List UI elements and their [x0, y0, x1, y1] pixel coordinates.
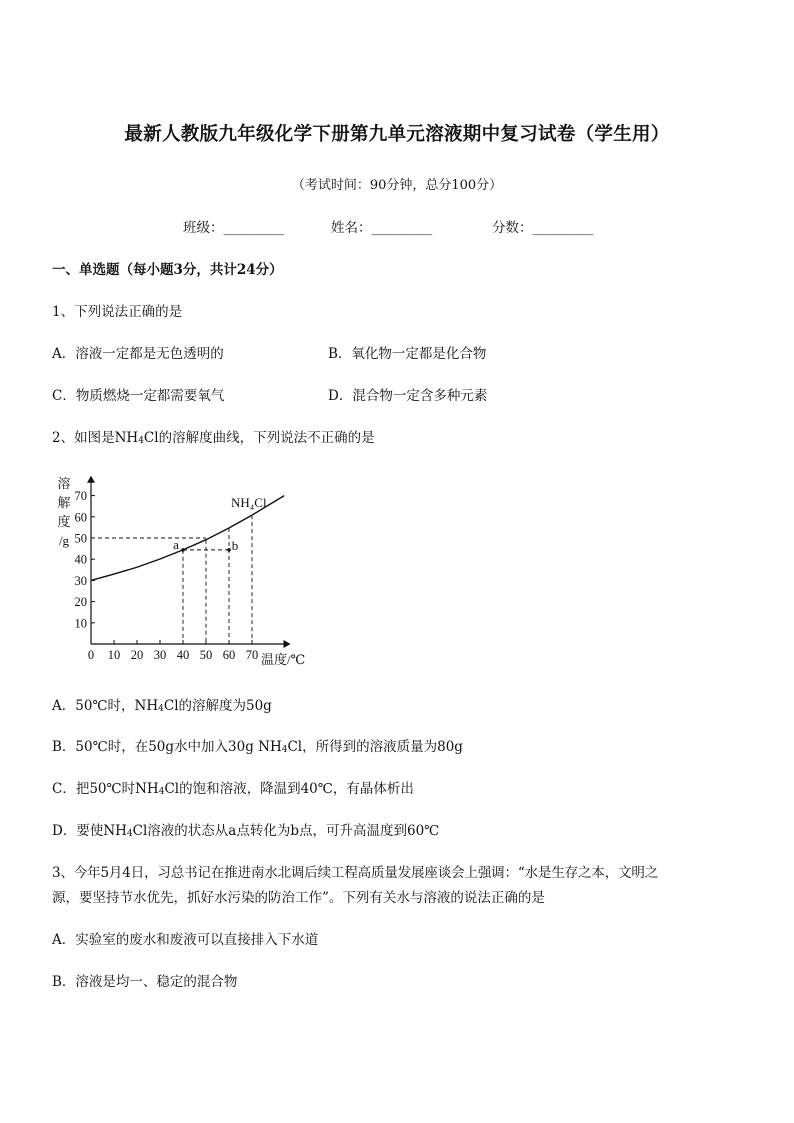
y-tick-label: 60: [74, 510, 87, 525]
q2-option-a[interactable]: A．50℃时，$NH_4Cl$的溶解度为50g: [52, 698, 272, 714]
q1-option-b[interactable]: B．氧化物一定都是化合物: [328, 346, 487, 362]
y-axis-label: 溶: [57, 476, 71, 491]
q1-stem: 1、下列说法正确的是: [52, 304, 183, 320]
q2-stem: 2、如图是$NH_4Cl$的溶解度曲线，下列说法不正确的是: [52, 430, 375, 446]
q3-stem-line2: 源，要坚持节水优先，抓好水污染的防治工作”。下列有关水与溶液的说法正确的是: [52, 890, 545, 906]
score-field[interactable]: 分数：_________: [492, 220, 594, 236]
y-axis-label: /g: [58, 533, 70, 548]
x-tick-label: 0: [87, 648, 95, 662]
name-field[interactable]: 姓名：_________: [331, 220, 433, 236]
point-label: b: [231, 537, 239, 553]
y-axis-label: 度: [57, 514, 71, 529]
y-tick-label: 20: [74, 595, 87, 610]
page-title: 最新人教版九年级化学下册第九单元溶液期中复习试卷（学生用）: [124, 124, 670, 145]
series-label: NH₄Cl: [231, 495, 267, 510]
x-tick-label: 50: [199, 648, 213, 662]
x-tick-label: 10: [107, 648, 121, 662]
y-axis-label: 解: [57, 495, 71, 510]
x-tick-label: 40: [176, 648, 190, 662]
y-tick-label: 50: [74, 531, 87, 546]
point-label: a: [173, 536, 179, 552]
class-field[interactable]: 班级：_________: [183, 220, 285, 236]
q1-option-a[interactable]: A．溶液一定都是无色透明的: [52, 346, 224, 362]
data-point: [181, 548, 185, 552]
x-axis-label: 温度/℃: [261, 652, 306, 667]
q3-stem-line1: 3、今年5月4日，习总书记在推进南水北调后续工程高质量发展座谈会上强调：“水是生存之本，文明之: [52, 865, 659, 881]
q1-option-d[interactable]: D．混合物一定含多种元素: [328, 388, 488, 404]
q2-option-d[interactable]: D．要使$NH_4Cl$溶液的状态从a点转化为b点，可升高温度到60℃: [52, 823, 440, 839]
q1-option-c[interactable]: C．物质燃烧一定都需要氧气: [52, 388, 225, 404]
exam-subtitle: （考试时间：90分钟，总分100分）: [291, 178, 503, 193]
x-tick-label: 70: [245, 648, 259, 662]
q2-option-c[interactable]: C．把50℃时$NH_4Cl$的饱和溶液，降温到40℃，有晶体析出: [52, 781, 414, 797]
q3-option-a[interactable]: A．实验室的废水和废液可以直接排入下水道: [52, 932, 319, 948]
y-tick-label: 30: [74, 573, 87, 588]
data-point: [227, 548, 231, 552]
q2-option-b[interactable]: B．50℃时，在50g水中加入30g $NH_4Cl$，所得到的溶液质量为80g: [52, 739, 463, 755]
section-heading: 一、单选题（每小题3分，共计24分）: [52, 262, 283, 278]
y-tick-label: 10: [74, 616, 87, 631]
x-tick-label: 20: [130, 648, 144, 662]
y-tick-label: 70: [74, 489, 87, 504]
x-tick-label: 30: [153, 648, 167, 662]
y-tick-label: 40: [74, 552, 87, 567]
x-tick-label: 60: [222, 648, 236, 662]
q3-option-b[interactable]: B．溶液是均一、稳定的混合物: [52, 974, 238, 990]
solubility-chart: [52, 462, 322, 672]
